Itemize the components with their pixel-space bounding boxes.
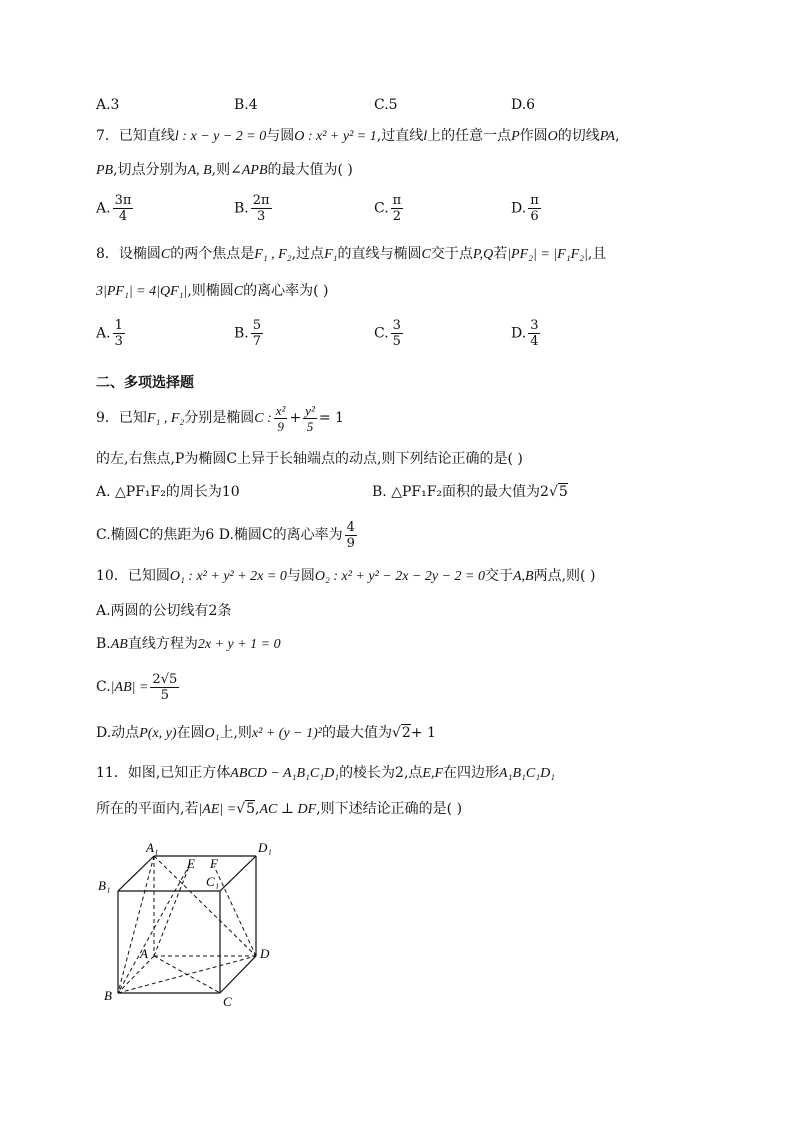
q7-math: ∠APB: [230, 163, 268, 178]
diag-a1-b: [118, 856, 154, 993]
fraction: [303, 403, 317, 434]
q8-math: |PF₂| = |F₁F₂|: [507, 247, 588, 262]
option-label: D.: [511, 200, 527, 217]
q10-option-b: [96, 634, 281, 655]
q9-option-cd: [96, 517, 359, 553]
q10-text: 两点,则( ): [533, 568, 596, 584]
option-label: C.: [96, 679, 111, 695]
section-heading: 二、多项选择题: [96, 375, 194, 391]
label-b: B: [104, 988, 112, 1003]
option-text: D.动点: [96, 725, 140, 741]
q11-text: 的棱长为2,点: [339, 765, 423, 781]
q9-line-1: [96, 400, 344, 437]
option-math: P(x, y): [139, 726, 177, 741]
fraction: [528, 193, 541, 224]
denominator: 3: [114, 334, 123, 349]
option-label: B.: [234, 200, 249, 217]
q11-math: AC ⊥ DF: [259, 802, 317, 817]
fraction: [345, 520, 357, 551]
label-a1: A₁: [146, 840, 159, 855]
denominator: 5: [160, 687, 169, 703]
denominator: 9: [277, 418, 284, 434]
q11-text: 如图,已知正方体: [127, 765, 231, 781]
denominator: 3: [257, 209, 266, 224]
q8-math: F₁: [324, 247, 338, 262]
q9-option-d: D.椭圆C的离心率为: [218, 527, 343, 543]
q7-text: 的切线: [557, 128, 600, 144]
q7-math: PA: [599, 129, 616, 144]
denominator: 6: [530, 209, 539, 224]
numerator: 3: [530, 318, 539, 333]
q9-text: 已知: [118, 410, 147, 426]
label-d1: D₁: [258, 840, 272, 855]
cube-edges-solid: [118, 856, 256, 993]
q8-text: ,过点: [291, 246, 325, 262]
numerator: y²: [305, 402, 315, 418]
fraction: [251, 193, 272, 224]
numerator: 1: [114, 318, 123, 333]
q11-math: E,F: [422, 766, 444, 781]
option-text: 的最大值为: [321, 725, 392, 741]
q7-option-c: [374, 193, 405, 224]
numerator: 4: [346, 519, 355, 535]
q7-text: 上的任意一点: [427, 128, 512, 144]
q11-text: ,则下述结论正确的是( ): [316, 801, 463, 817]
circle-equation: O : x² + y² = 1: [294, 129, 377, 144]
q8-math: F₁ , F₂: [254, 247, 292, 262]
q6-option-a: A.3: [96, 97, 120, 113]
q8-math: C: [421, 247, 431, 262]
denominator: 5: [306, 418, 314, 434]
q9-option-c: C.椭圆C的焦距为6: [96, 527, 215, 543]
fraction: [391, 193, 404, 224]
q8-text: 交于点: [430, 246, 473, 262]
seg-a-e: [154, 864, 190, 956]
fraction: [528, 318, 540, 349]
q7-text: 作圆: [519, 128, 548, 144]
q8-math: C: [233, 284, 244, 299]
fraction: [113, 318, 125, 349]
option-label: B.: [96, 636, 111, 652]
sqrt-radicand: 5: [558, 484, 568, 500]
edge-d1-c1: [220, 856, 256, 891]
q8-option-d: [511, 318, 542, 349]
q7-text: 的最大值为( ): [267, 162, 353, 178]
option-math: |AB| =: [110, 680, 149, 695]
q8-text: 设椭圆: [118, 246, 161, 262]
q11-line-2: 所在的平面内,若|AE| =√5,AC ⊥ DF,则下述结论正确的是( ): [96, 801, 463, 817]
label-e: E: [187, 856, 195, 871]
q7-line-1: [96, 126, 620, 147]
q7-math: PB: [96, 163, 114, 178]
label-a: A: [140, 946, 148, 961]
q9-math: +: [289, 410, 302, 426]
label-d: D: [260, 946, 270, 961]
sqrt-radicand: 5: [246, 801, 256, 817]
fraction: [113, 193, 134, 224]
q8-text: 若: [493, 246, 508, 262]
denominator: 5: [392, 334, 401, 349]
numerator: 2√5: [152, 671, 178, 687]
q10-line-1: [96, 566, 595, 587]
denominator: 4: [118, 209, 128, 224]
q7-text: ,则: [211, 162, 231, 178]
circle-o2-equation: O₂ : x² + y² − 2x − 2y − 2 = 0: [314, 569, 485, 584]
denominator: 9: [346, 535, 355, 551]
denominator: 2: [392, 209, 402, 224]
q7-math: P: [511, 129, 520, 144]
q9-option-b: B. △PF₁F₂面积的最大值为2√5: [372, 484, 568, 500]
edge-a1-b1: [118, 856, 154, 891]
fraction: [391, 318, 403, 349]
q8-math: 3|PF₁| = 4|QF₁|: [96, 284, 188, 299]
numerator: 3π: [114, 193, 132, 208]
q11-text: 在四边形: [443, 765, 500, 781]
q11-line-1: [96, 763, 555, 784]
question-number: 10．: [96, 568, 128, 584]
q7-math: O: [547, 129, 558, 144]
line-equation: l : x − y − 2 = 0: [174, 129, 267, 144]
q7-line-2: [96, 160, 353, 181]
q7-text: ,: [615, 128, 620, 144]
denominator: 4: [530, 334, 539, 349]
edge-c-d: [220, 956, 256, 993]
fraction: [150, 672, 179, 703]
option-label: A.: [96, 200, 111, 217]
seg-e-b: [118, 864, 190, 993]
fraction: [274, 403, 288, 434]
q10-text: 与圆: [286, 568, 315, 584]
q10-text: 已知圆: [127, 568, 170, 584]
q9-text: 分别是椭圆: [184, 410, 255, 426]
question-number: 11．: [96, 765, 128, 781]
q7-option-b: [234, 193, 274, 224]
option-label: C.: [374, 200, 389, 217]
q6-option-c: C.5: [374, 97, 398, 113]
option-label: C.: [374, 325, 389, 342]
q8-text: 的离心率为( ): [243, 283, 329, 299]
fraction: [251, 318, 263, 349]
q8-text: 的直线与椭圆: [337, 246, 422, 262]
q8-math: C: [160, 247, 171, 262]
option-math: O₁: [204, 726, 220, 741]
q8-text: ,且: [587, 246, 607, 262]
numerator: 5: [252, 318, 262, 333]
q10-math: A,B: [513, 569, 534, 584]
option-math: + 1: [410, 725, 436, 741]
q11-math: |AE| =: [198, 802, 237, 817]
q8-option-a: [96, 318, 127, 349]
label-f: F: [210, 856, 218, 871]
numerator: π: [530, 193, 539, 208]
q10-option-a: A.两圆的公切线有2条: [96, 603, 232, 619]
q11-math: A₁B₁C₁D₁: [499, 766, 556, 781]
q9-math: = 1: [318, 410, 344, 426]
q6-option-d: D.6: [511, 97, 536, 113]
q11-math: ABCD − A₁B₁C₁D₁: [230, 766, 340, 781]
numerator: x²: [275, 402, 286, 418]
q8-option-c: [374, 318, 405, 349]
denominator: 7: [252, 334, 262, 349]
q8-option-b: [234, 318, 265, 349]
label-c1: C₁: [206, 874, 220, 889]
q11-text: ,: [255, 801, 260, 817]
q9-line-2: 的左,右焦点,P为椭圆C上异于长轴端点的动点,则下列结论正确的是( ): [96, 451, 523, 467]
option-text: 直线方程为: [127, 636, 198, 652]
label-c: C: [223, 994, 232, 1009]
option-math: AB: [110, 637, 128, 652]
option-label: B.: [234, 325, 249, 342]
option-label: A.: [96, 325, 111, 342]
option-text: 上,则: [219, 725, 252, 741]
q8-line-1: [96, 244, 606, 265]
question-number: 7．: [96, 128, 119, 144]
q8-math: P,Q: [472, 247, 494, 262]
numerator: 3: [392, 318, 401, 333]
q8-text: ,则椭圆: [187, 283, 234, 299]
q7-text: ,切点分别为: [113, 162, 188, 178]
circle-o1-equation: O₁ : x² + y² + 2x = 0: [169, 569, 287, 584]
sqrt-radicand: 2: [401, 725, 411, 741]
label-b1: B₁: [98, 878, 111, 893]
q9-math: C :: [254, 411, 272, 426]
edge-a-b: [118, 956, 154, 993]
q7-text: ,过直线: [376, 128, 424, 144]
numerator: π: [392, 193, 402, 208]
option-text: 在圆: [176, 725, 205, 741]
q7-option-d: [511, 193, 543, 224]
q8-line-2: [96, 281, 329, 302]
line-equation: 2x + y + 1 = 0: [197, 637, 281, 652]
option-math: 2: [540, 484, 549, 500]
option-text: B. △PF₁F₂面积的最大值为: [372, 484, 541, 500]
q10-option-d: D.动点P(x, y)在圆O₁上,则x² + (y − 1)²的最大值为√2+ 1: [96, 725, 436, 741]
cube-figure: [90, 836, 290, 1016]
q6-option-b: B.4: [234, 97, 258, 113]
question-number: 9．: [96, 410, 119, 426]
q9-math: F₁ , F₂: [146, 411, 185, 426]
diag-b-d: [118, 956, 256, 993]
option-math: x² + (y − 1)²: [251, 726, 322, 741]
option-label: D.: [511, 325, 527, 342]
q10-option-c: [96, 668, 181, 707]
q7-math: l: [423, 129, 428, 144]
q7-text: 已知直线: [118, 128, 175, 144]
q11-text: 所在的平面内,若: [96, 801, 199, 817]
q10-text: 交于: [485, 568, 513, 584]
q8-text: 的两个焦点是: [170, 246, 255, 262]
q7-option-a: [96, 193, 135, 224]
q7-text: 与圆: [266, 128, 295, 144]
q7-math: A, B: [187, 163, 212, 178]
q9-option-a: A. △PF₁F₂的周长为10: [96, 484, 240, 500]
numerator: 2π: [252, 193, 270, 208]
question-number: 8．: [96, 246, 119, 262]
